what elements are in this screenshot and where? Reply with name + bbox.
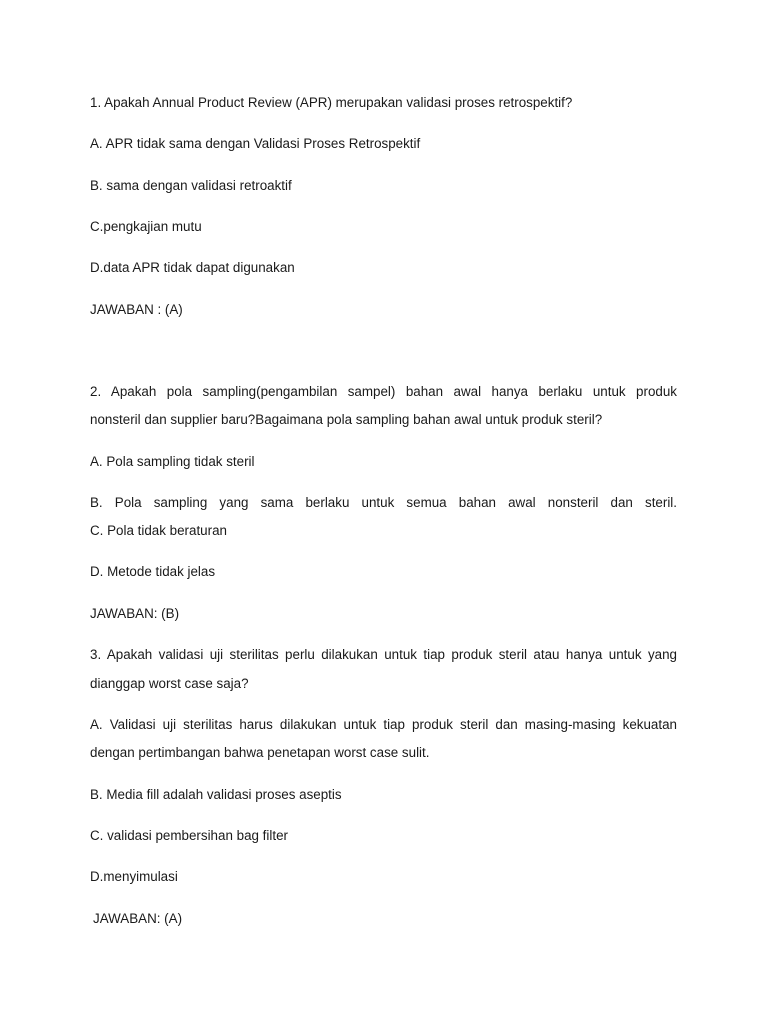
question-2-option-a: A. Pola sampling tidak steril (90, 454, 255, 469)
question-3-text-line-1: 3. Apakah validasi uji sterilitas perlu dilakukan untuk tiap produk steril atau hanya untuk yang (90, 647, 677, 662)
question-3-answer: JAWABAN: (A) (93, 911, 183, 926)
question-3-option-a-line-2: dengan pertimbangan bahwa penetapan worst case sulit. (90, 745, 430, 760)
question-1-option-a: A. APR tidak sama dengan Validasi Proses Retrospektif (90, 136, 421, 151)
question-3-option-c: C. validasi pembersihan bag filter (90, 828, 288, 843)
question-2-option-c: C. Pola tidak beraturan (90, 523, 227, 538)
question-3-option-a-line-1: A. Validasi uji sterilitas harus dilakukan untuk tiap produk steril dan masing-masing kekuatan (90, 717, 677, 732)
question-1-text: 1. Apakah Annual Product Review (APR) merupakan validasi proses retrospektif? (90, 95, 573, 110)
question-2-text-line-1: 2. Apakah pola sampling(pengambilan sampel) bahan awal hanya berlaku untuk produk (90, 384, 677, 399)
question-2-option-b: B. Pola sampling yang sama berlaku untuk semua bahan awal nonsteril dan steril. (90, 495, 677, 510)
question-2-answer: JAWABAN: (B) (90, 606, 180, 621)
question-3-option-d: D.menyimulasi (90, 869, 178, 884)
question-2-text-line-2: nonsteril dan supplier baru?Bagaimana pola sampling bahan awal untuk produk steril? (90, 412, 603, 427)
question-3-option-b: B. Media fill adalah validasi proses aseptis (90, 787, 342, 802)
question-1-option-c: C.pengkajian mutu (90, 219, 202, 234)
question-1-option-b: B. sama dengan validasi retroaktif (90, 178, 292, 193)
question-1-answer: JAWABAN : (A) (90, 302, 183, 317)
question-2-option-d: D. Metode tidak jelas (90, 564, 216, 579)
question-3-text-line-2: dianggap worst case saja? (90, 676, 249, 691)
question-1-option-d: D.data APR tidak dapat digunakan (90, 260, 295, 275)
document-page (90, 0, 677, 1024)
